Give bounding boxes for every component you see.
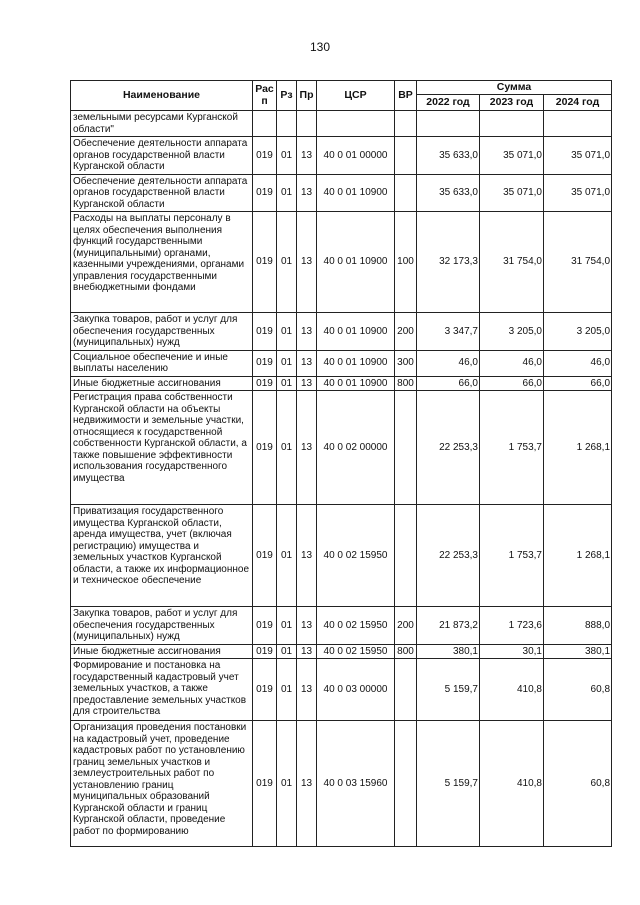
- cell-2023: 35 071,0: [480, 174, 544, 212]
- header-csr: ЦСР: [317, 81, 395, 111]
- cell-ras: 019: [253, 505, 277, 607]
- cell-vr: 200: [395, 607, 417, 645]
- cell-2022: [417, 111, 480, 137]
- cell-2024: 60,8: [544, 721, 612, 847]
- header-2023: 2023 год: [480, 95, 544, 111]
- cell-ras: 019: [253, 376, 277, 391]
- cell-vr: 300: [395, 350, 417, 376]
- cell-pr: 13: [297, 212, 317, 313]
- cell-2023: 35 071,0: [480, 137, 544, 175]
- cell-vr: 200: [395, 313, 417, 351]
- cell-ras: 019: [253, 659, 277, 721]
- table-body: [71, 111, 612, 847]
- table-row: [71, 644, 612, 659]
- cell-name: Организация проведения постановки на кадастровый учет, проведение кадастровых работ по установлению границ земельных участков и землеустроительных работ по установлению границ муниципальных образований Курганской области и границ Курганской области, проведение работ по формированию: [71, 721, 253, 847]
- cell-rz: 01: [277, 212, 297, 313]
- cell-vr: 800: [395, 376, 417, 391]
- header-pr: Пр: [297, 81, 317, 111]
- cell-name: Социальное обеспечение и иные выплаты населению: [71, 350, 253, 376]
- cell-2023: 410,8: [480, 659, 544, 721]
- cell-2023: 31 754,0: [480, 212, 544, 313]
- cell-2022: 22 253,3: [417, 391, 480, 505]
- cell-vr: [395, 391, 417, 505]
- cell-vr: [395, 137, 417, 175]
- cell-2022: 66,0: [417, 376, 480, 391]
- cell-2024: [544, 111, 612, 137]
- table-row: [71, 721, 612, 847]
- cell-rz: [277, 111, 297, 137]
- cell-pr: 13: [297, 505, 317, 607]
- cell-ras: [253, 111, 277, 137]
- cell-2024: 3 205,0: [544, 313, 612, 351]
- cell-2024: 35 071,0: [544, 174, 612, 212]
- table-row: [71, 505, 612, 607]
- cell-name: Регистрация права собственности Курганской области на объекты недвижимости и земельные участки, относящиеся к государственной собственности Курганской области, а также повышение эффективности использования государственного имущества: [71, 391, 253, 505]
- cell-rz: 01: [277, 376, 297, 391]
- cell-2024: 60,8: [544, 659, 612, 721]
- header-ras: Рас п: [253, 81, 277, 111]
- cell-name: Формирование и постановка на государственный кадастровый учет земельных участков, а также предоставление земельных участков для строительства: [71, 659, 253, 721]
- cell-rz: 01: [277, 721, 297, 847]
- cell-csr: 40 0 02 00000: [317, 391, 395, 505]
- cell-name: Обеспечение деятельности аппарата органов государственной власти Курганской области: [71, 137, 253, 175]
- table-row: [71, 391, 612, 505]
- cell-rz: 01: [277, 644, 297, 659]
- cell-pr: 13: [297, 350, 317, 376]
- cell-2022: 5 159,7: [417, 659, 480, 721]
- cell-2022: 46,0: [417, 350, 480, 376]
- page-number: 130: [309, 40, 331, 54]
- budget-table: [70, 80, 612, 847]
- cell-2022: 380,1: [417, 644, 480, 659]
- cell-ras: 019: [253, 137, 277, 175]
- cell-rz: 01: [277, 313, 297, 351]
- cell-csr: 40 0 01 10900: [317, 313, 395, 351]
- cell-name: Закупка товаров, работ и услуг для обеспечения государственных (муниципальных) нужд: [71, 313, 253, 351]
- table-row: [71, 111, 612, 137]
- cell-csr: 40 0 01 00000: [317, 137, 395, 175]
- cell-vr: [395, 111, 417, 137]
- cell-2024: 31 754,0: [544, 212, 612, 313]
- cell-vr: 800: [395, 644, 417, 659]
- cell-name: Закупка товаров, работ и услуг для обеспечения государственных (муниципальных) нужд: [71, 607, 253, 645]
- cell-csr: 40 0 02 15950: [317, 607, 395, 645]
- cell-2022: 35 633,0: [417, 174, 480, 212]
- cell-2024: 888,0: [544, 607, 612, 645]
- cell-csr: 40 0 03 00000: [317, 659, 395, 721]
- cell-name: Обеспечение деятельности аппарата органов государственной власти Курганской области: [71, 174, 253, 212]
- cell-name: земельными ресурсами Курганской области": [71, 111, 253, 137]
- cell-pr: 13: [297, 174, 317, 212]
- cell-name: Иные бюджетные ассигнования: [71, 644, 253, 659]
- cell-ras: 019: [253, 350, 277, 376]
- cell-csr: [317, 111, 395, 137]
- cell-2023: 66,0: [480, 376, 544, 391]
- cell-ras: 019: [253, 721, 277, 847]
- table-header: [71, 81, 612, 111]
- cell-2022: 32 173,3: [417, 212, 480, 313]
- cell-pr: 13: [297, 721, 317, 847]
- header-sum: Сумма: [417, 81, 612, 95]
- table-row: [71, 137, 612, 175]
- cell-name: Иные бюджетные ассигнования: [71, 376, 253, 391]
- cell-2022: 3 347,7: [417, 313, 480, 351]
- cell-2024: 66,0: [544, 376, 612, 391]
- table-row: [71, 212, 612, 313]
- cell-csr: 40 0 02 15950: [317, 644, 395, 659]
- cell-pr: 13: [297, 644, 317, 659]
- cell-2024: 1 268,1: [544, 505, 612, 607]
- header-rz: Рз: [277, 81, 297, 111]
- cell-vr: 100: [395, 212, 417, 313]
- cell-rz: 01: [277, 137, 297, 175]
- cell-2024: 35 071,0: [544, 137, 612, 175]
- cell-pr: [297, 111, 317, 137]
- cell-csr: 40 0 01 10900: [317, 212, 395, 313]
- header-2022: 2022 год: [417, 95, 480, 111]
- cell-pr: 13: [297, 391, 317, 505]
- cell-rz: 01: [277, 659, 297, 721]
- cell-2023: 3 205,0: [480, 313, 544, 351]
- header-name: Наименование: [71, 81, 253, 111]
- cell-rz: 01: [277, 350, 297, 376]
- cell-rz: 01: [277, 391, 297, 505]
- cell-2023: 46,0: [480, 350, 544, 376]
- cell-csr: 40 0 03 15960: [317, 721, 395, 847]
- cell-name: Расходы на выплаты персоналу в целях обеспечения выполнения функций государственными (муниципальными) органами, казенными учреждениями, органами управления государственными внебюджетными фондами: [71, 212, 253, 313]
- cell-ras: 019: [253, 174, 277, 212]
- header-vr: ВР: [395, 81, 417, 111]
- table-row: [71, 659, 612, 721]
- cell-2022: 35 633,0: [417, 137, 480, 175]
- cell-2024: 46,0: [544, 350, 612, 376]
- cell-csr: 40 0 01 10900: [317, 376, 395, 391]
- cell-vr: [395, 659, 417, 721]
- cell-ras: 019: [253, 607, 277, 645]
- cell-2023: 1 753,7: [480, 391, 544, 505]
- cell-csr: 40 0 01 10900: [317, 350, 395, 376]
- cell-2024: 380,1: [544, 644, 612, 659]
- cell-2023: 1 753,7: [480, 505, 544, 607]
- cell-pr: 13: [297, 376, 317, 391]
- cell-rz: 01: [277, 505, 297, 607]
- cell-2022: 22 253,3: [417, 505, 480, 607]
- cell-csr: 40 0 02 15950: [317, 505, 395, 607]
- cell-csr: 40 0 01 10900: [317, 174, 395, 212]
- cell-2023: 410,8: [480, 721, 544, 847]
- table-row: [71, 174, 612, 212]
- cell-ras: 019: [253, 391, 277, 505]
- cell-2023: [480, 111, 544, 137]
- table-row: [71, 350, 612, 376]
- cell-pr: 13: [297, 137, 317, 175]
- cell-vr: [395, 721, 417, 847]
- cell-ras: 019: [253, 313, 277, 351]
- cell-rz: 01: [277, 174, 297, 212]
- cell-2024: 1 268,1: [544, 391, 612, 505]
- cell-name: Приватизация государственного имущества Курганской области, аренда имущества, учет (включая регистрацию) имущества и земельных участков Курганской области, а также их информационное и техническое обеспечение: [71, 505, 253, 607]
- table-row: [71, 376, 612, 391]
- cell-2022: 21 873,2: [417, 607, 480, 645]
- cell-pr: 13: [297, 607, 317, 645]
- cell-ras: 019: [253, 644, 277, 659]
- header-2024: 2024 год: [544, 95, 612, 111]
- table-row: [71, 313, 612, 351]
- cell-vr: [395, 505, 417, 607]
- cell-vr: [395, 174, 417, 212]
- cell-2022: 5 159,7: [417, 721, 480, 847]
- table-row: [71, 607, 612, 645]
- cell-pr: 13: [297, 313, 317, 351]
- cell-2023: 1 723,6: [480, 607, 544, 645]
- cell-pr: 13: [297, 659, 317, 721]
- cell-rz: 01: [277, 607, 297, 645]
- cell-ras: 019: [253, 212, 277, 313]
- cell-2023: 30,1: [480, 644, 544, 659]
